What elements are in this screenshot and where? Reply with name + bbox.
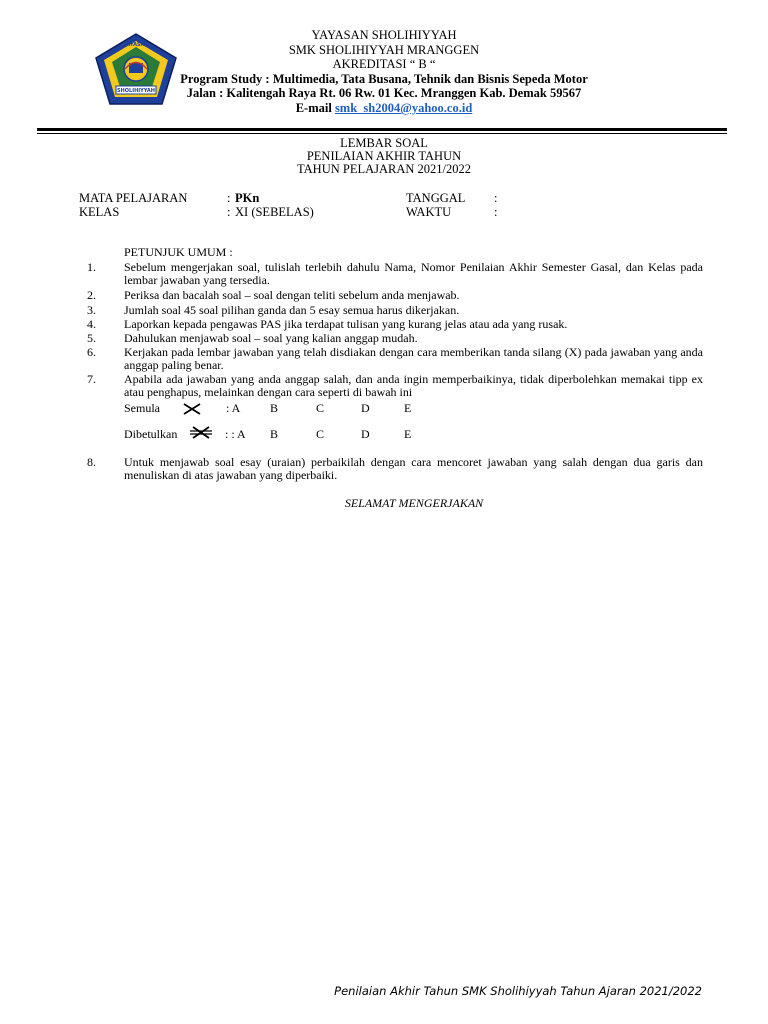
example-corrected-option-d: D	[361, 427, 370, 441]
header-rule-thin	[37, 133, 727, 134]
email-line	[0, 101, 768, 116]
logo-text-band: SHOLIHIYYAH	[117, 88, 155, 94]
closing-message: SELAMAT MENGERJAKAN	[344, 496, 484, 510]
example-original-option-d: D	[361, 401, 370, 415]
date-label: TANGGAL	[406, 191, 466, 205]
instruction-item-3	[79, 304, 703, 317]
title-line-1: LEMBAR SOAL	[340, 136, 428, 150]
instructions-heading: PETUNJUK UMUM :	[124, 245, 233, 259]
class-colon: :	[227, 205, 231, 219]
title-line-3: TAHUN PELAJARAN 2021/2022	[297, 162, 471, 176]
item-number: 3.	[87, 303, 96, 317]
instruction-item-6	[79, 346, 703, 372]
example-original-option-c: C	[316, 401, 325, 415]
foundation-name: YAYASAN SHOLIHIYYAH	[311, 28, 457, 42]
instruction-item-7	[79, 373, 703, 399]
instruction-item-1	[79, 261, 703, 287]
subject-label: MATA PELAJARAN	[79, 191, 188, 205]
item-text: Jumlah soal 45 soal pilihan ganda dan 5 esay semua harus dikerjakan.	[124, 303, 460, 317]
time-label: WAKTU	[406, 205, 452, 219]
item-number: 6.	[87, 345, 96, 359]
item-number: 2.	[87, 288, 96, 302]
item-number: 1.	[87, 260, 96, 274]
school-address: Jalan : Kalitengah Raya Rt. 06 Rw. 01 Kec. Mranggen Kab. Demak 59567	[186, 86, 582, 101]
subject-value: PKn	[235, 191, 260, 205]
item-text: Dahulukan menjawab soal – soal yang kalian anggap mudah.	[124, 331, 418, 345]
struck-cross-mark-icon	[190, 426, 212, 439]
program-study: Program Study : Multimedia, Tata Busana, Tehnik dan Bisnis Sepeda Motor	[180, 71, 588, 86]
letterhead	[0, 28, 768, 116]
instruction-item-4	[79, 318, 703, 331]
item-text: Untuk menjawab soal esay (uraian) perbaikilah dengan cara mencoret jawaban yang salah dengan dua garis dan menuliskan di atas jawaban yang diperbaiki.	[124, 455, 703, 482]
item-text: Periksa dan bacalah soal – soal dengan teliti sebelum anda menjawab.	[124, 288, 460, 302]
example-original-option-e: E	[404, 401, 412, 415]
item-number: 7.	[87, 372, 96, 386]
example-corrected-option-b: B	[270, 427, 279, 441]
example-corrected-label: Dibetulkan	[124, 427, 178, 441]
example-original-option-a: : A	[226, 401, 241, 415]
email-link[interactable]: smk_sh2004@yahoo.co.id	[334, 100, 473, 115]
item-number: 4.	[87, 317, 96, 331]
instruction-item-8	[79, 456, 703, 482]
instruction-item-5	[79, 332, 703, 345]
email-label: E-mail	[295, 100, 335, 115]
logo-text-top: YAYASAN	[123, 42, 149, 48]
accreditation: AKREDITASI “ B “	[332, 57, 436, 72]
class-value: XI (SEBELAS)	[235, 205, 314, 219]
item-number: 8.	[87, 455, 96, 469]
date-colon: :	[494, 191, 498, 205]
example-original-option-b: B	[270, 401, 279, 415]
header-rule-thick	[37, 128, 727, 131]
document-title	[0, 137, 768, 176]
school-name: SMK SHOLIHIYYAH MRANGGEN	[288, 42, 480, 57]
page-footer: Penilaian Akhir Tahun SMK Sholihiyyah Tahun Ajaran 2021/2022	[334, 984, 702, 998]
time-colon: :	[494, 205, 498, 219]
instruction-item-2	[79, 289, 703, 302]
class-label: KELAS	[79, 205, 120, 219]
item-text: Laporkan kepada pengawas PAS jika terdapat tulisan yang kurang jelas atau ada yang rusak.	[124, 317, 568, 331]
example-corrected-option-e: E	[404, 427, 412, 441]
example-original-label: Semula	[124, 401, 160, 415]
item-number: 5.	[87, 331, 96, 345]
item-text: Apabila ada jawaban yang anda anggap salah, dan anda ingin memperbaikinya, tidak diperbolehkan memakai tipp ex atau penghapus, melainkan dengan cara seperti di bawah ini	[124, 372, 703, 399]
subject-colon: :	[227, 191, 231, 205]
example-corrected-option-c: C	[316, 427, 325, 441]
title-line-2: PENILAIAN AKHIR TAHUN	[306, 149, 462, 163]
example-corrected-option-a: : : A	[225, 427, 246, 441]
item-text: Kerjakan pada lembar jawaban yang telah disdiakan dengan cara memberikan tanda silang (X) pada jawaban yang anda anggap paling benar.	[124, 345, 703, 372]
cross-mark-icon	[182, 403, 202, 415]
item-text: Sebelum mengerjakan soal, tulislah terlebih dahulu Nama, Nomor Penilaian Akhir Semester Gasal, dan Kelas pada lembar jawaban yang tersedia.	[124, 260, 703, 287]
